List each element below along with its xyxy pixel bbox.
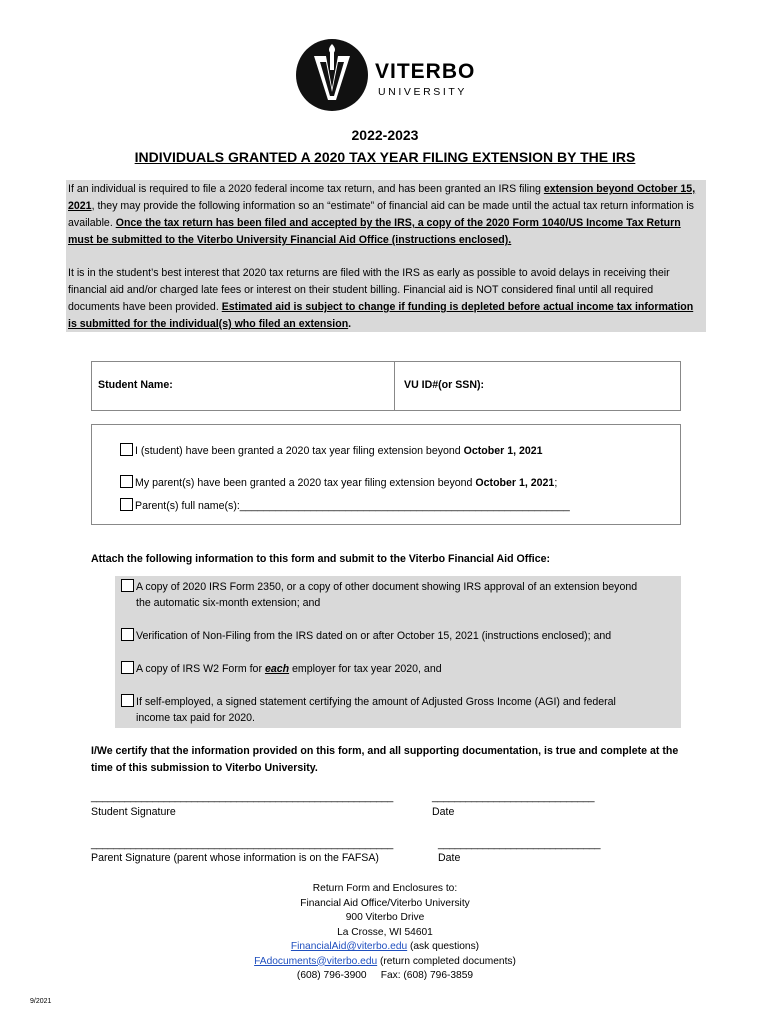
parent-date-label: Date — [438, 852, 461, 864]
parent-signature-line[interactable]: ______________________________________________________ — [91, 838, 393, 850]
fa-documents-email-link[interactable]: FAdocuments@viterbo.edu — [254, 955, 378, 967]
intro-paragraph-1: If an individual is required to file a 2020 federal income tax return, and has been granted an IRS filing extension beyond October 15, 2021, they may provide the following information so an “estimate” of financial aid can be made until the actual tax return information is available. Once the tax return has been filed and accepted by the IRS, a copy of the 2020 Form 1040/US Income Tax Return must be submitted to the Viterbo University Financial Aid Office (instructions enclosed). — [68, 183, 696, 246]
student-extension-checkbox[interactable] — [120, 443, 133, 456]
page-title: INDIVIDUALS GRANTED A 2020 TAX YEAR FILING EXTENSION BY THE IRS — [134, 149, 636, 165]
viterbo-logo — [295, 38, 485, 112]
attach-heading: Attach the following information to this form and submit to the Viterbo Financial Aid Office: — [91, 553, 551, 565]
footer-email-documents: FAdocuments@viterbo.edu (return completed documents) — [254, 955, 516, 967]
financial-aid-email-link[interactable]: FinancialAid@viterbo.edu — [290, 941, 408, 952]
attach-item-self-employed[interactable]: If self-employed, a signed statement certifying the amount of Adjusted Gross Income (AGI) and federal income tax paid for 2020. — [121, 694, 677, 726]
parent-signature-label: Parent Signature (parent whose information is on the FAFSA) — [91, 852, 379, 864]
revision-date: 9/2021 — [30, 998, 52, 1005]
return-address-block — [0, 882, 770, 984]
non-filing-checkbox[interactable] — [121, 628, 134, 641]
footer-office-line: Financial Aid Office/Viterbo University — [300, 897, 470, 909]
student-signature-line[interactable]: ______________________________________________________ — [91, 791, 393, 803]
parent-names-checkbox[interactable] — [120, 498, 133, 511]
student-date-label: Date — [432, 806, 455, 818]
footer-street-line: 900 Viterbo Drive — [345, 912, 425, 923]
parent-names-option[interactable] — [120, 498, 570, 512]
student-name-label: Student Name: — [98, 379, 173, 391]
extension-section — [91, 424, 681, 525]
intro-section — [66, 180, 706, 332]
certification-statement: I/We certify that the information provided on this form, and all supporting documentation, is true and complete at the time of this submission to Viterbo University. — [91, 745, 679, 774]
parent-names-field[interactable]: Parent(s) full name(s):________________________________________________________ — [135, 500, 570, 512]
student-extension-option[interactable]: I (student) have been granted a 2020 tax year filing extension beyond October 1, 2021 — [120, 443, 543, 457]
attach-section — [115, 576, 681, 728]
irs-2350-checkbox[interactable] — [121, 579, 134, 592]
logo-wordmark: VITERBO — [375, 60, 476, 83]
student-info-table — [91, 361, 681, 411]
vu-id-label: VU ID#(or SSN): — [404, 379, 485, 391]
viterbo-crest-icon — [295, 38, 369, 112]
footer-email-questions: FinancialAid@viterbo.edu (ask questions) — [290, 941, 480, 952]
footer-return-line: Return Form and Enclosures to: — [312, 883, 458, 894]
footer-phone-line: (608) 796-3900 Fax: (608) 796-3859 — [296, 970, 474, 981]
parent-extension-option[interactable]: My parent(s) have been granted a 2020 tax year filing extension beyond October 1, 2021; — [120, 475, 557, 489]
attach-item-w2[interactable]: A copy of IRS W2 Form for each employer for tax year 2020, and — [121, 661, 677, 677]
student-date-line[interactable]: _____________________________ — [432, 791, 595, 803]
attach-item-non-filing[interactable]: Verification of Non-Filing from the IRS dated on or after October 15, 2021 (instructions enclosed); and — [121, 628, 677, 644]
academic-year: 2022-2023 — [351, 127, 419, 143]
intro-paragraph-2: It is in the student’s best interest that 2020 tax returns are filed with the IRS as early as possible to avoid delays in receiving their financial aid and/or charged late fees or interest on their student billing. Financial aid is NOT considered final until all required documents have been provided. Estimated aid is subject to change if funding is depleted before actual income tax information is submitted for the individual(s) who filed an extension. — [68, 267, 694, 330]
w2-checkbox[interactable] — [121, 661, 134, 674]
attach-item-irs-2350[interactable]: A copy of 2020 IRS Form 2350, or a copy of other document showing IRS approval of an extension beyond the automatic six-month extension; and — [121, 579, 677, 611]
field-divider — [394, 362, 395, 410]
student-signature-label: Student Signature — [91, 806, 176, 818]
logo-subtitle: UNIVERSITY — [378, 86, 468, 98]
parent-extension-checkbox[interactable] — [120, 475, 133, 488]
self-employed-checkbox[interactable] — [121, 694, 134, 707]
footer-city-line: La Crosse, WI 54601 — [337, 926, 433, 938]
parent-date-line[interactable]: _____________________________ — [438, 838, 601, 850]
